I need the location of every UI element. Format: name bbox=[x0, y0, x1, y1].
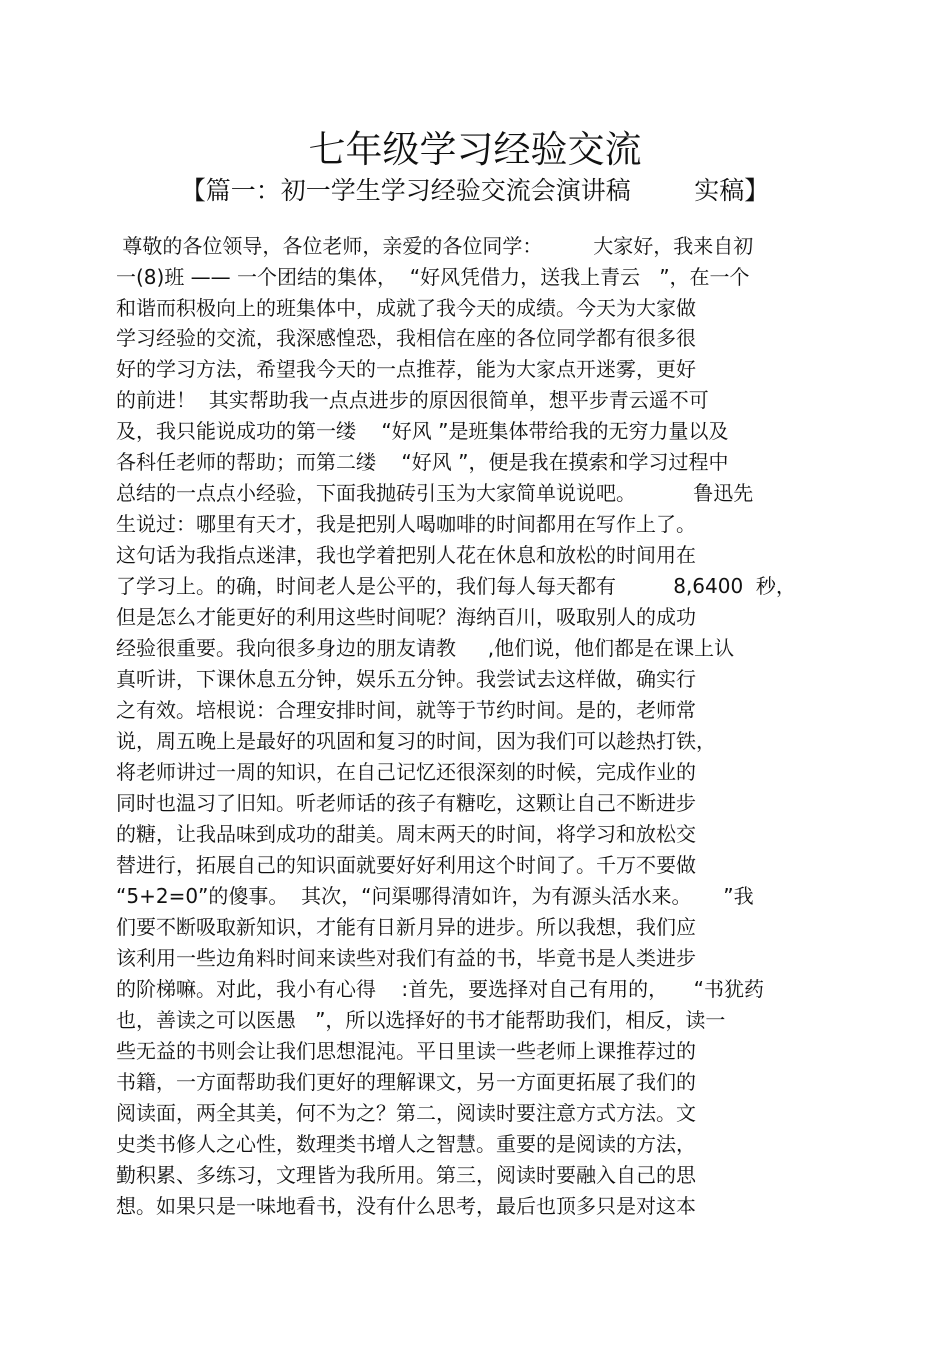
body-line: 该利用一些边角料时间来读些对我们有益的书，毕竟书是人类进步 bbox=[116, 946, 696, 970]
body-line: 替进行，拓展自己的知识面就要好好利用这个时间了。千万不要做 bbox=[116, 853, 696, 877]
body-line: 总结的一点点小经验，下面我抛砖引玉为大家简单说说吧。 鲁迅先 bbox=[116, 481, 754, 505]
body-line: 们要不断吸取新知识，才能有日新月异的进步。所以我想，我们应 bbox=[116, 915, 696, 939]
body-line: 的糖，让我品味到成功的甜美。周末两天的时间，将学习和放松交 bbox=[116, 822, 696, 846]
document-title: 七年级学习经验交流 bbox=[308, 128, 642, 171]
body-line: 同时也温习了旧知。听老师话的孩子有糖吃，这颗让自己不断进步 bbox=[116, 791, 696, 815]
body-line: 经验很重要。我向很多身边的朋友请教 ,他们说，他们都是在课上认 bbox=[116, 636, 735, 660]
body-line: 也，善读之可以医愚 ”，所以选择好的书才能帮助我们，相反，读一 bbox=[116, 1008, 726, 1032]
body-line: 的前进！ 其实帮助我一点点进步的原因很简单，想平步青云遥不可 bbox=[116, 388, 709, 412]
body-line: 将老师讲过一周的知识，在自己记忆还很深刻的时候，完成作业的 bbox=[116, 760, 696, 784]
body-line: 之有效。培根说：合理安排时间，就等于节约时间。是的，老师常 bbox=[116, 698, 696, 722]
body-line: 说，周五晚上是最好的巩固和复习的时间，因为我们可以趁热打铁， bbox=[116, 729, 716, 753]
body-line: 尊敬的各位领导，各位老师，亲爱的各位同学： 大家好，我来自初 bbox=[116, 234, 754, 258]
body-line: 书籍，一方面帮助我们更好的理解课文，另一方面更拓展了我们的 bbox=[116, 1070, 696, 1094]
body-line: 好的学习方法，希望我今天的一点推荐，能为大家点开迷雾，更好 bbox=[116, 357, 696, 381]
body-line: 一(8)班 —— 一个团结的集体， “好风凭借力，送我上青云 ”，在一个 bbox=[116, 265, 750, 289]
body-line: 和谐而积极向上的班集体中，成就了我今天的成绩。今天为大家做 bbox=[116, 296, 696, 320]
document-subtitle: 【篇一：初一学生学习经验交流会演讲稿 实稿】 bbox=[180, 176, 770, 205]
body-line: 想。如果只是一味地看书，没有什么思考，最后也顶多只是对这本 bbox=[116, 1194, 696, 1218]
body-line: 但是怎么才能更好的利用这些时间呢？海纳百川，吸取别人的成功 bbox=[116, 605, 696, 629]
body-line: 这句话为我指点迷津，我也学着把别人花在休息和放松的时间用在 bbox=[116, 543, 696, 567]
body-line: 各科任老师的帮助；而第二缕 “好风 ”，便是我在摸索和学习过程中 bbox=[116, 450, 729, 474]
body-line: 阅读面，两全其美，何不为之？第二，阅读时要注意方式方法。文 bbox=[116, 1101, 696, 1125]
body-line: 勤积累、多练习，文理皆为我所用。第三，阅读时要融入自己的思 bbox=[116, 1163, 696, 1187]
body-line: 的阶梯嘛。对此，我小有心得 :首先，要选择对自己有用的， “书犹药 bbox=[116, 977, 764, 1001]
body-line: 了学习上。的确，时间老人是公平的，我们每人每天都有 8,6400 秒， bbox=[116, 574, 796, 598]
body-line: “5+2=0”的傻事。 其次，“问渠哪得清如许，为有源头活水来。 ”我 bbox=[116, 884, 754, 908]
body-line: 学习经验的交流，我深感惶恐，我相信在座的各位同学都有很多很 bbox=[116, 326, 696, 350]
body-line: 真听讲，下课休息五分钟，娱乐五分钟。我尝试去这样做，确实行 bbox=[116, 667, 696, 691]
body-line: 生说过：哪里有天才，我是把别人喝咖啡的时间都用在写作上了。 bbox=[116, 512, 696, 536]
body-line: 些无益的书则会让我们思想混沌。平日里读一些老师上课推荐过的 bbox=[116, 1039, 696, 1063]
body-line: 及，我只能说成功的第一缕 “好风 ”是班集体带给我的无穷力量以及 bbox=[116, 419, 729, 443]
body-line: 史类书修人之心性，数理类书增人之智慧。重要的是阅读的方法， bbox=[116, 1132, 696, 1156]
